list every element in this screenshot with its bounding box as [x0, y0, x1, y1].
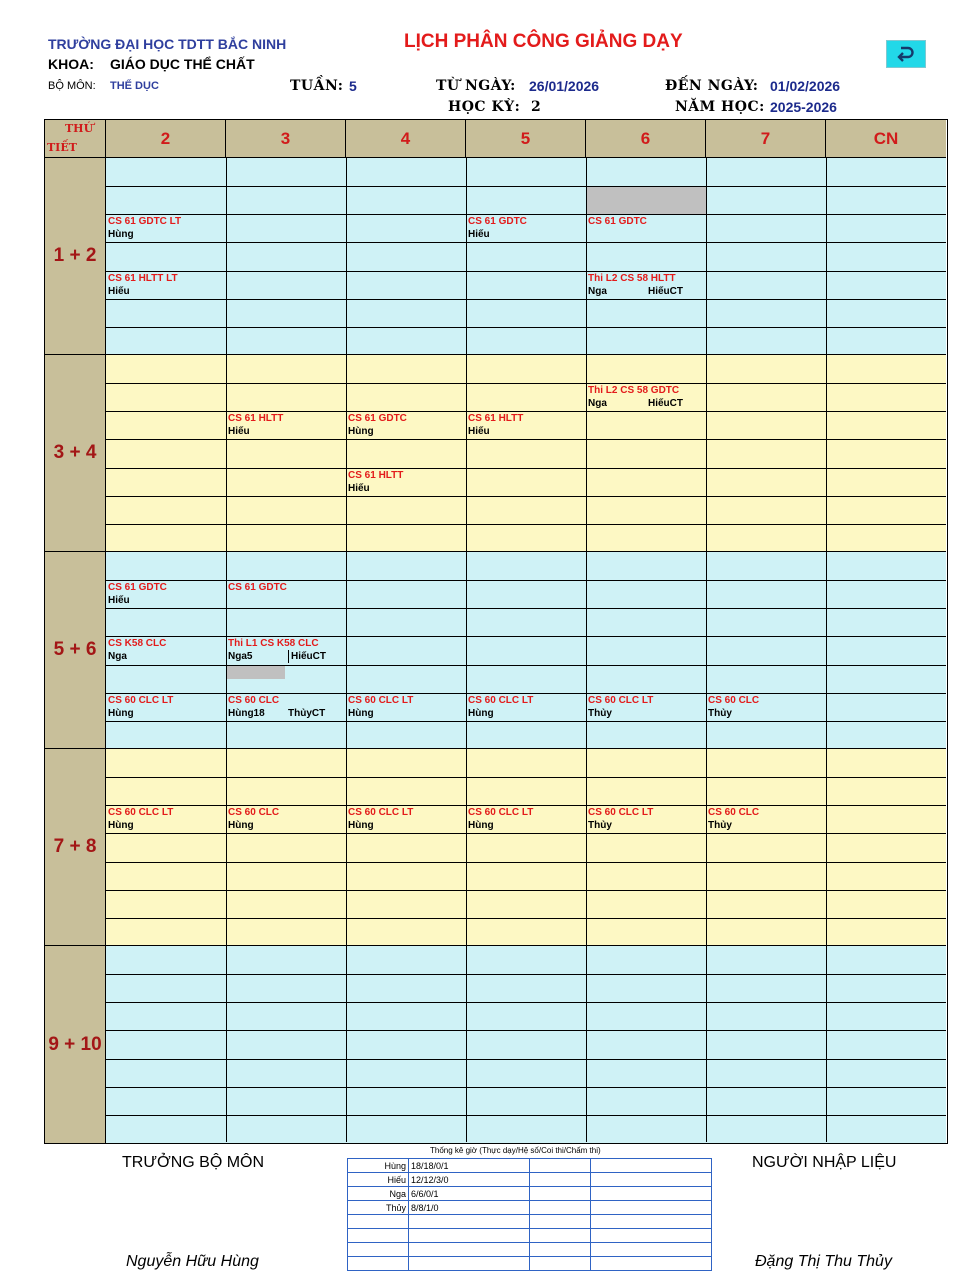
- schedule-entry[interactable]: [228, 412, 344, 439]
- stats-name: Thủy: [348, 1201, 409, 1215]
- period-label-3: 5 + 6: [45, 552, 106, 749]
- day-divider: [466, 158, 467, 1142]
- slot-divider: [106, 383, 946, 384]
- entry-teacher: Hùng: [348, 820, 374, 832]
- stats-name: [348, 1257, 409, 1271]
- entry-course: CS 60 CLC LT: [108, 807, 174, 819]
- data-entry-title: NGƯỜI NHẬP LIỆU: [752, 1154, 897, 1171]
- slot-divider: [106, 1002, 946, 1003]
- stats-value: [409, 1257, 530, 1271]
- entry-teacher: Hùng: [228, 820, 254, 832]
- entry-course: CS 60 CLC: [708, 807, 760, 819]
- stats-empty: [530, 1257, 591, 1271]
- slot-divider: [106, 496, 946, 497]
- schedule-entry[interactable]: [348, 469, 464, 496]
- entry-teacher-secondary: HiếuCT: [288, 650, 326, 663]
- department-label: BỘ MÔN:: [48, 80, 96, 92]
- schedule-grid: [44, 119, 948, 1144]
- page-title: LỊCH PHÂN CÔNG GIẢNG DẠY: [404, 31, 683, 52]
- stats-empty: [530, 1201, 591, 1215]
- day-header-label: 3: [280, 128, 291, 148]
- day-header-5: [466, 120, 586, 158]
- stats-value: [409, 1215, 530, 1229]
- entry-teacher: Hiếu: [228, 426, 250, 438]
- day-divider: [226, 158, 227, 1142]
- entry-course: Thi L2 CS 58 GDTC: [588, 385, 680, 397]
- entry-teacher: Thủy: [708, 820, 732, 832]
- entry-teacher: Nga5: [228, 651, 253, 663]
- schedule-entry[interactable]: [588, 215, 704, 242]
- stats-empty: [591, 1229, 712, 1243]
- entry-course: CS K58 CLC: [108, 638, 167, 650]
- stats-name: [348, 1229, 409, 1243]
- schedule-entry[interactable]: [108, 806, 224, 833]
- back-button[interactable]: [886, 40, 926, 68]
- schedule-entry[interactable]: [588, 694, 704, 721]
- stats-empty: [530, 1159, 591, 1173]
- schedule-entry[interactable]: [468, 412, 584, 439]
- schedule-entry[interactable]: [588, 806, 704, 833]
- data-entry-signature: Đặng Thị Thu Thủy: [755, 1253, 892, 1270]
- day-divider: [706, 158, 707, 1142]
- stats-row: [348, 1243, 712, 1257]
- period-label-2: 3 + 4: [45, 355, 106, 552]
- schedule-entry[interactable]: [588, 384, 704, 411]
- schedule-entry[interactable]: [468, 215, 584, 242]
- stats-empty: [591, 1201, 712, 1215]
- stats-empty: [591, 1215, 712, 1229]
- stats-empty: [530, 1173, 591, 1187]
- schedule-entry[interactable]: [108, 272, 224, 299]
- entry-course: CS 61 GDTC LT: [108, 216, 182, 228]
- slot-divider: [106, 524, 946, 525]
- schedule-entry[interactable]: [348, 412, 464, 439]
- return-arrow-icon: [896, 45, 916, 62]
- day-header-2: [106, 120, 226, 158]
- entry-teacher: Hiếu: [108, 285, 130, 297]
- stats-value: 18/18/0/1: [409, 1159, 530, 1173]
- corner-header: [45, 120, 106, 158]
- schedule-entry[interactable]: [108, 581, 224, 608]
- entry-course: CS 60 CLC LT: [348, 807, 414, 819]
- entry-course: CS 61 GDTC: [108, 582, 167, 594]
- entry-teacher: Nga: [588, 398, 607, 410]
- entry-course: CS 61 GDTC: [588, 216, 647, 228]
- slot-divider: [106, 777, 946, 778]
- stats-row: [348, 1229, 712, 1243]
- day-divider: [346, 158, 347, 1142]
- entry-teacher: Hùng: [348, 426, 374, 438]
- entry-teacher: Hùng: [348, 707, 374, 719]
- semester-value: 2: [531, 99, 541, 115]
- schedule-entry[interactable]: [228, 581, 344, 608]
- day-header-label: 6: [640, 128, 651, 148]
- stats-name: [348, 1215, 409, 1229]
- entry-course: CS 61 HLTT: [468, 413, 524, 425]
- slot-divider: [106, 299, 946, 300]
- to-date-value: 01/02/2026: [770, 78, 841, 94]
- slot-divider: [106, 1059, 946, 1060]
- entry-course: CS 61 HLTT LT: [108, 272, 178, 284]
- schedule-entry[interactable]: [228, 806, 344, 833]
- entry-course: CS 60 CLC LT: [108, 694, 174, 706]
- school-name: TRƯỜNG ĐẠI HỌC TDTT BẮC NINH: [48, 36, 287, 52]
- schedule-entry[interactable]: [468, 806, 584, 833]
- slot-divider: [106, 862, 946, 863]
- slot-divider: [106, 974, 946, 975]
- day-header-label: 7: [760, 128, 771, 148]
- blocked-slot-marker: [227, 666, 285, 679]
- slot-divider: [106, 1030, 946, 1031]
- school-year-label: NĂM HỌC:: [675, 99, 765, 115]
- entry-teacher: Thủy: [588, 707, 612, 719]
- stats-empty: [530, 1243, 591, 1257]
- slot-divider: [106, 186, 946, 187]
- schedule-entry[interactable]: [348, 806, 464, 833]
- entry-teacher: Nga: [108, 651, 127, 663]
- day-header-3: [226, 120, 346, 158]
- stats-empty: [591, 1187, 712, 1201]
- period-band-1: [106, 158, 946, 355]
- stats-value: 8/8/1/0: [409, 1201, 530, 1215]
- entry-course: CS 61 HLTT: [228, 413, 284, 425]
- slot-divider: [106, 271, 946, 272]
- entry-course: CS 60 CLC LT: [348, 694, 414, 706]
- week-label: TUẦN:: [290, 78, 344, 94]
- faculty-value: GIÁO DỤC THỂ CHẤT: [110, 56, 255, 72]
- stats-row: [348, 1159, 712, 1173]
- entry-teacher: Thủy: [588, 820, 612, 832]
- entry-teacher: Hùng: [108, 707, 134, 719]
- stats-name: Nga: [348, 1187, 409, 1201]
- semester-label: HỌC KỲ:: [448, 99, 521, 115]
- schedule-entry[interactable]: [348, 694, 464, 721]
- from-date-value: 26/01/2026: [529, 78, 600, 94]
- day-header-7: [706, 120, 826, 158]
- blocked-slot-marker: [587, 187, 706, 214]
- schedule-entry[interactable]: [708, 806, 824, 833]
- slot-divider: [106, 918, 946, 919]
- slot-divider: [106, 1115, 946, 1116]
- stats-row: [348, 1257, 712, 1271]
- schedule-entry[interactable]: [588, 272, 704, 299]
- entry-course: CS 60 CLC LT: [588, 694, 654, 706]
- entry-teacher-secondary: HiếuCT: [648, 398, 683, 410]
- stats-name: Hùng: [348, 1159, 409, 1173]
- slot-divider: [106, 1087, 946, 1088]
- slot-divider: [106, 242, 946, 243]
- entry-course: CS 60 CLC: [228, 694, 280, 706]
- week-value: 5: [349, 78, 357, 94]
- corner-day-label: THỨ: [65, 122, 94, 135]
- entry-teacher-secondary: HiếuCT: [648, 285, 683, 297]
- entry-course: CS 61 GDTC: [348, 413, 407, 425]
- stats-empty: [591, 1159, 712, 1173]
- faculty-label: KHOA:: [48, 56, 94, 72]
- from-date-label: TỪ NGÀY:: [436, 78, 516, 94]
- entry-teacher: Hùng: [468, 820, 494, 832]
- day-header-label: 4: [400, 128, 411, 148]
- slot-divider: [106, 608, 946, 609]
- stats-value: [409, 1243, 530, 1257]
- schedule-entry[interactable]: [468, 694, 584, 721]
- schedule-entry[interactable]: [108, 637, 224, 664]
- entry-teacher: Nga: [588, 285, 607, 297]
- entry-course: CS 60 CLC: [708, 694, 760, 706]
- day-header-label: CN: [873, 128, 899, 148]
- day-divider: [826, 158, 827, 1142]
- entry-course: CS 60 CLC LT: [468, 807, 534, 819]
- entry-course: CS 60 CLC LT: [588, 807, 654, 819]
- schedule-entry[interactable]: [228, 637, 344, 664]
- schedule-entry[interactable]: [708, 694, 824, 721]
- period-label-5: 9 + 10: [45, 946, 106, 1143]
- entry-teacher: Hùng: [108, 229, 134, 241]
- stats-empty: [530, 1187, 591, 1201]
- entry-course: CS 61 GDTC: [228, 582, 287, 594]
- schedule-entry[interactable]: [108, 215, 224, 242]
- slot-divider: [106, 833, 946, 834]
- slot-divider: [106, 468, 946, 469]
- stats-caption: Thống kê giờ (Thực dạy/Hệ số/Coi thi/Chấm thi): [430, 1146, 601, 1155]
- slot-divider: [106, 721, 946, 722]
- stats-empty: [591, 1173, 712, 1187]
- entry-teacher: Thủy: [708, 707, 732, 719]
- stats-value: 6/6/0/1: [409, 1187, 530, 1201]
- department-head-signature: Nguyễn Hữu Hùng: [126, 1253, 259, 1270]
- stats-row: [348, 1187, 712, 1201]
- stats-value: [409, 1229, 530, 1243]
- to-date-label: ĐẾN NGÀY:: [665, 78, 759, 94]
- schedule-entry[interactable]: [228, 694, 344, 721]
- stats-name: [348, 1243, 409, 1257]
- stats-row: [348, 1173, 712, 1187]
- slot-divider: [106, 890, 946, 891]
- entry-course: Thi L1 CS K58 CLC: [228, 638, 319, 650]
- entry-course: CS 60 CLC: [228, 807, 280, 819]
- day-divider: [586, 158, 587, 1142]
- period-band-2: [106, 355, 946, 552]
- department-head-title: TRƯỞNG BỘ MÔN: [122, 1154, 265, 1171]
- entry-teacher: Hùng: [108, 820, 134, 832]
- stats-empty: [530, 1229, 591, 1243]
- corner-period-label: TIẾT: [47, 141, 77, 154]
- day-header-label: 2: [160, 128, 171, 148]
- period-label-1: 1 + 2: [45, 158, 106, 355]
- school-year-value: 2025-2026: [770, 99, 837, 115]
- entry-teacher: Hiếu: [468, 229, 490, 241]
- department-value: THỂ DỤC: [110, 80, 159, 92]
- slot-divider: [106, 439, 946, 440]
- period-band-5: [106, 946, 946, 1143]
- entry-course: CS 61 GDTC: [468, 216, 527, 228]
- entry-course: CS 60 CLC LT: [468, 694, 534, 706]
- entry-teacher-secondary: ThủyCT: [288, 707, 326, 719]
- entry-teacher: Hiếu: [108, 595, 130, 607]
- period-label-4: 7 + 8: [45, 749, 106, 946]
- entry-course: Thi L2 CS 58 HLTT: [588, 272, 676, 284]
- day-header-6: [586, 120, 706, 158]
- stats-name: Hiếu: [348, 1173, 409, 1187]
- period-band-4: [106, 749, 946, 946]
- day-header-label: 5: [520, 128, 531, 148]
- hours-stats-table: [347, 1158, 712, 1271]
- entry-teacher: Hùng: [468, 707, 494, 719]
- stats-empty: [530, 1215, 591, 1229]
- day-header-CN: [826, 120, 946, 158]
- day-header-4: [346, 120, 466, 158]
- stats-empty: [591, 1257, 712, 1271]
- entry-teacher: Hiếu: [348, 482, 370, 494]
- stats-value: 12/12/3/0: [409, 1173, 530, 1187]
- entry-course: CS 61 HLTT: [348, 469, 404, 481]
- entry-teacher: Hiếu: [468, 426, 490, 438]
- stats-row: [348, 1201, 712, 1215]
- slot-divider: [106, 327, 946, 328]
- stats-row: [348, 1215, 712, 1229]
- entry-teacher: Hùng18: [228, 707, 265, 719]
- stats-empty: [591, 1243, 712, 1257]
- schedule-entry[interactable]: [108, 694, 224, 721]
